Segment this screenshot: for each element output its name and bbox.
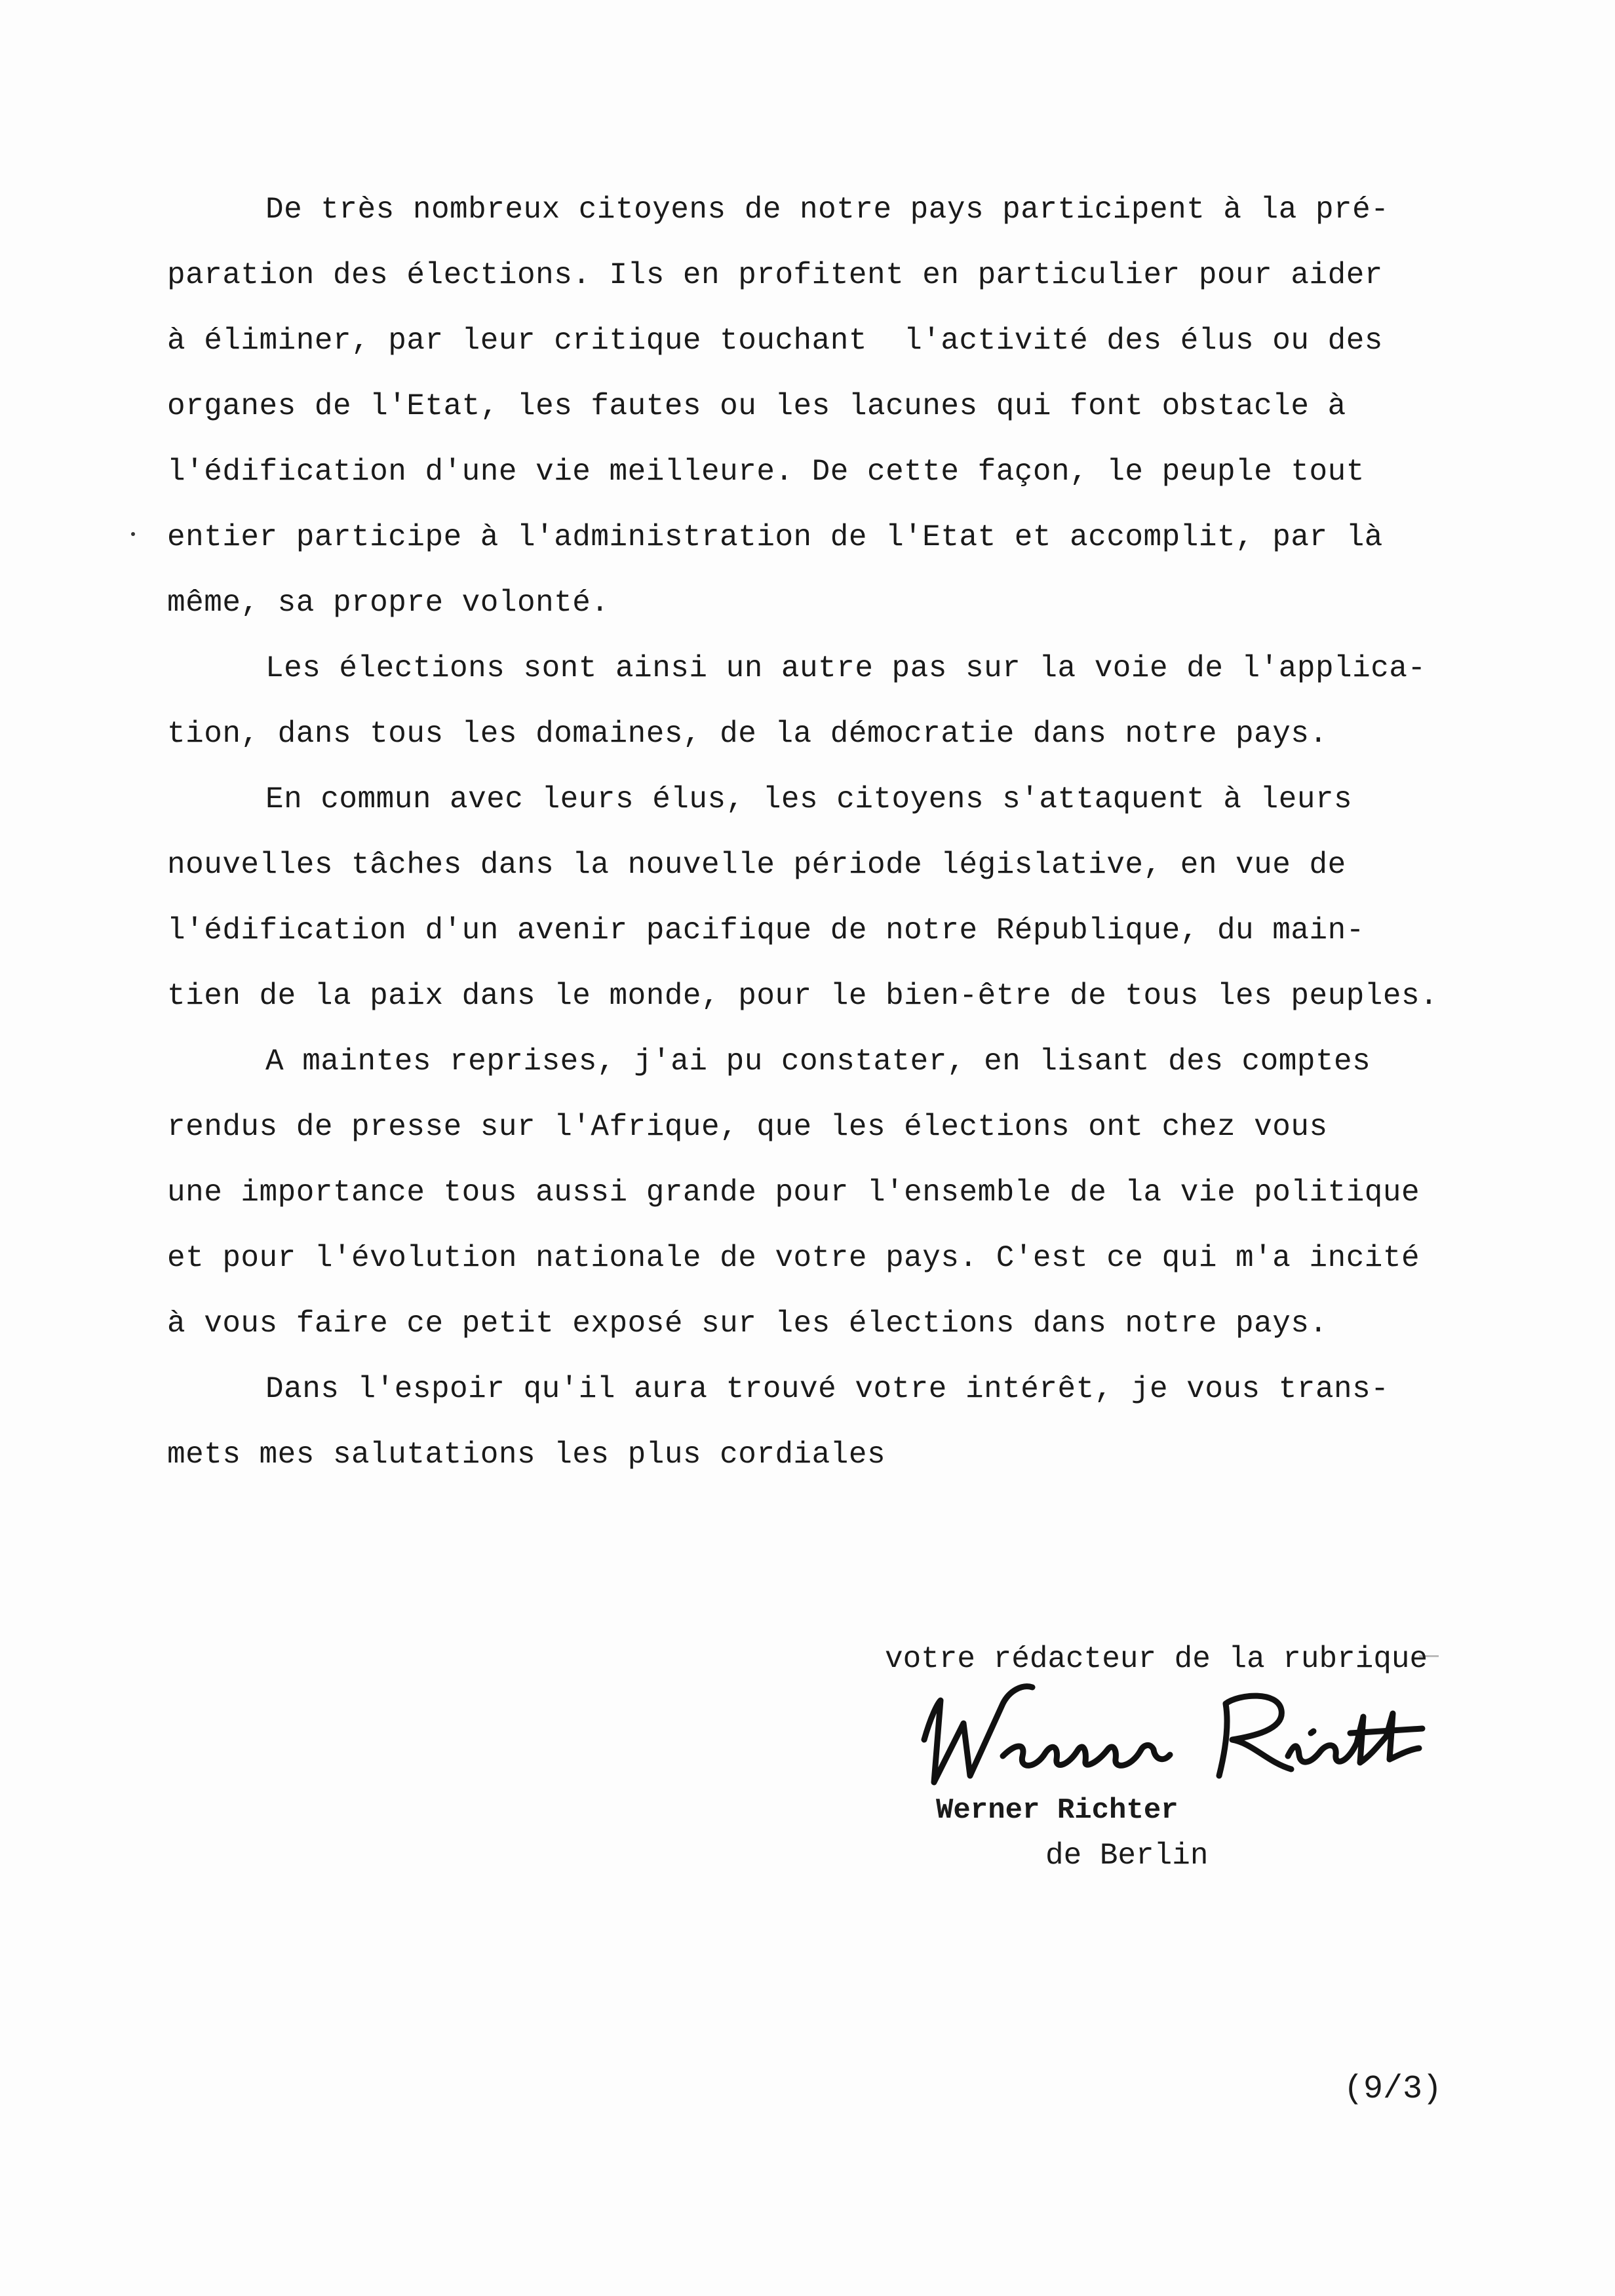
- text-line: En commun avec leurs élus, les citoyens s'attaquent à leurs: [265, 782, 1353, 816]
- text-line: Les élections sont ainsi un autre pas sur la voie de l'applica-: [265, 651, 1426, 685]
- text-line: entier participe à l'administration de l'Etat et accomplit, par là: [167, 520, 1383, 554]
- closing-line: votre rédacteur de la rubrique: [885, 1642, 1428, 1676]
- text-line: A maintes reprises, j'ai pu constater, en lisant des comptes: [265, 1044, 1371, 1079]
- text-line: rendus de presse sur l'Afrique, que les élections ont chez vous: [167, 1110, 1328, 1144]
- text-line: tien de la paix dans le monde, pour le bien-être de tous les peuples.: [167, 979, 1439, 1013]
- text-line: et pour l'évolution nationale de votre pays. C'est ce qui m'a incité: [167, 1241, 1420, 1275]
- text-line: tion, dans tous les domaines, de la démocratie dans notre pays.: [167, 717, 1328, 751]
- signer-name: Werner Richter: [936, 1794, 1178, 1827]
- handwritten-signature: [911, 1677, 1449, 1789]
- text-line: organes de l'Etat, les fautes ou les lacunes qui font obstacle à: [167, 389, 1346, 423]
- text-line: paration des élections. Ils en profitent en particulier pour aider: [167, 258, 1383, 292]
- page-number: (9/3): [1344, 2071, 1443, 2108]
- text-line: même, sa propre volonté.: [167, 586, 610, 620]
- text-line: Dans l'espoir qu'il aura trouvé votre intérêt, je vous trans-: [265, 1372, 1390, 1406]
- letter-body: [167, 177, 1557, 1487]
- paragraph-5: [167, 1356, 1557, 1487]
- paragraph-1: [167, 177, 1557, 636]
- paragraph-2: [167, 636, 1557, 767]
- text-line: à vous faire ce petit exposé sur les élections dans notre pays.: [167, 1307, 1328, 1341]
- text-line: une importance tous aussi grande pour l'ensemble de la vie politique: [167, 1176, 1420, 1210]
- paragraph-4: [167, 1029, 1557, 1356]
- margin-mark: [131, 532, 135, 536]
- closing-line: de Berlin: [1045, 1839, 1209, 1873]
- paragraph-3: [167, 767, 1557, 1029]
- text-line: à éliminer, par leur critique touchant l'activité des élus ou des: [167, 324, 1383, 358]
- text-line: nouvelles tâches dans la nouvelle période législative, en vue de: [167, 848, 1346, 882]
- text-line: l'édification d'un avenir pacifique de notre République, du main-: [167, 913, 1365, 947]
- text-line: mets mes salutations les plus cordiales: [167, 1438, 886, 1472]
- text-line: l'édification d'une vie meilleure. De cette façon, le peuple tout: [167, 455, 1365, 489]
- text-line: De très nombreux citoyens de notre pays participent à la pré-: [265, 193, 1390, 227]
